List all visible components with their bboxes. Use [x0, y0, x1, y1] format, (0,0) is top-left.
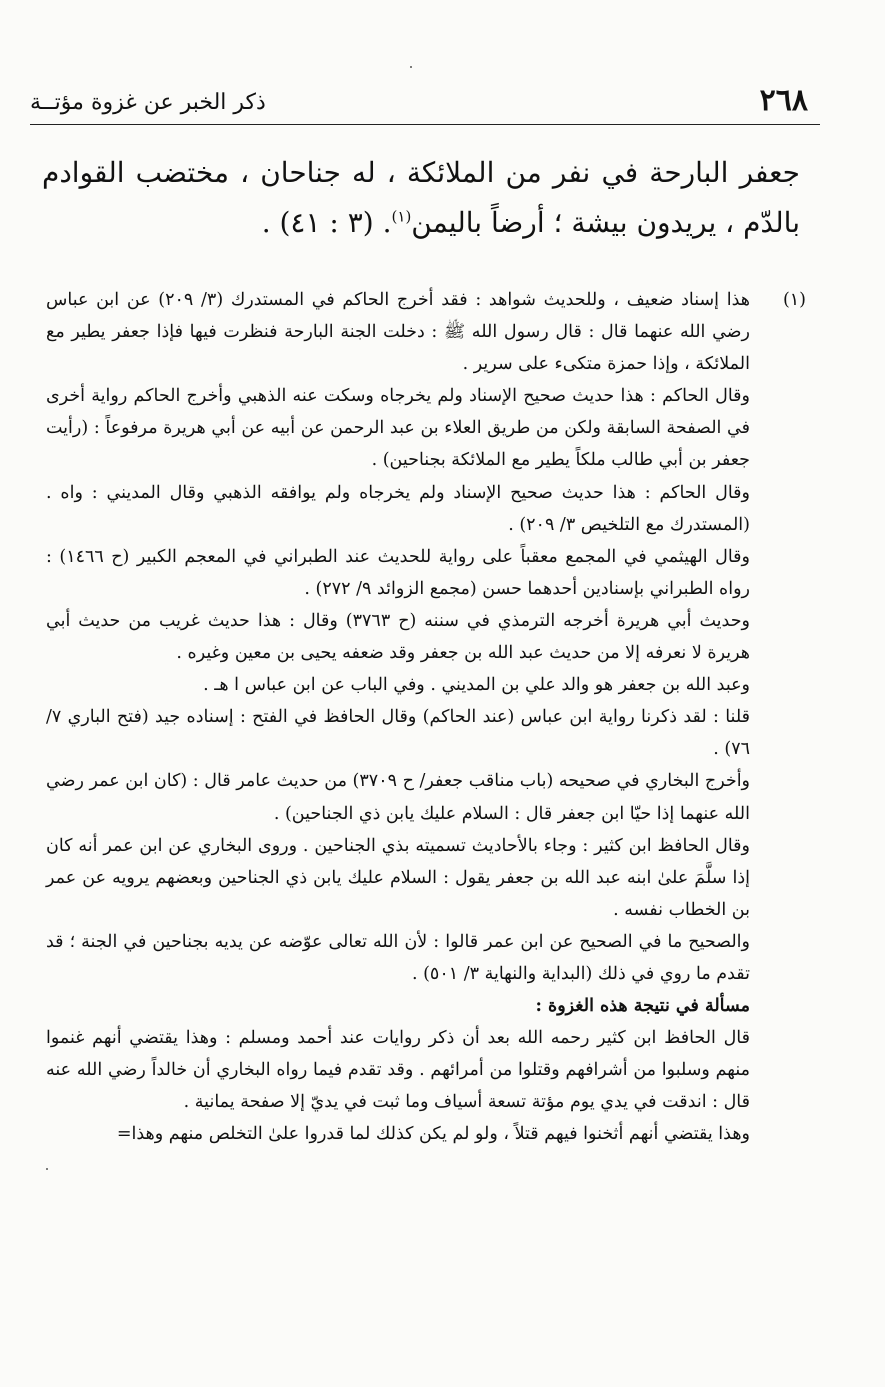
- footnote-paragraph: وقال الحاكم : هذا حديث صحيح الإسناد ولم يخرجاه وسكت عنه الذهبي وأخرج الحاكم رواية أخرى في الصفحة السابقة ولكن من طريق العلاء بن عبد الرحمن عن أبيه عن أبي هريرة مرفوعاً : (رأيت جعفر بن أبي طالب ملكاً يطير مع الملائكة بجناحين) .: [46, 386, 750, 471]
- footnote-paragraph: وهذا يقتضي أنهم أثخنوا فيهم قتلاً ، ولو لم يكن كذلك لما قدروا علىٰ التخلص منهم وهذا=: [116, 1124, 750, 1145]
- header-rule: [30, 124, 820, 125]
- footnote-section-title: مسألة في نتيجة هذه الغزوة :: [535, 996, 750, 1017]
- running-title: ذكر الخبر عن غزوة مؤتــة: [30, 90, 266, 115]
- footnote-reference: (١): [391, 207, 412, 226]
- scan-speck: [46, 1168, 48, 1170]
- main-paragraph: [42, 148, 800, 248]
- footnote-paragraph: هذا إسناد ضعيف ، وللحديث شواهد : فقد أخرج الحاكم في المستدرك (٣/ ٢٠٩) عن ابن عباس رضي الله عنهما قال : قال رسول الله ﷺ : دخلت الجنة البارحة فنظرت فيها فإذا جعفر يطير مع الملائكة ، وإذا حمزة متكىء على سرير .: [46, 290, 750, 375]
- footnote-paragraph: وعبد الله بن جعفر هو والد علي بن المديني . وفي الباب عن ابن عباس ا هـ .: [203, 675, 750, 696]
- footnote-body: [46, 284, 750, 1151]
- footnote-paragraph: وقال الهيثمي في المجمع معقباً على رواية للحديث عند الطبراني في المعجم الكبير (ح ١٤٦٦) : رواه الطبراني بإسنادين أحدهما حسن (مجمع الزوائد ٩/ ٢٧٢) .: [46, 546, 750, 599]
- main-paragraph-text: جعفر البارحة في نفر من الملائكة ، له جناحان ، مختضب القوادم بالدّم ، يريدون بيشة ؛ أرضاً باليمن: [42, 156, 800, 239]
- main-text: [42, 148, 800, 248]
- footnote-paragraph: وحديث أبي هريرة أخرجه الترمذي في سننه (ح ٣٧٦٣) وقال : هذا حديث غريب من حديث أبي هريرة لا نعرفه إلا من حديث عبد الله بن جعفر وقد ضعفه يحيى بن معين وغيره .: [46, 610, 751, 664]
- footnotes: [46, 284, 806, 1151]
- footnote-number: (١): [782, 290, 806, 310]
- footnote-paragraph: قال الحافظ ابن كثير رحمه الله بعد أن ذكر روايات عند أحمد ومسلم : وهذا يقتضي أنهم غنموا منهم وسلبوا من أشرافهم وقتلوا من أمرائهم . وقد تقدم فيما رواه البخاري أن خالداً رضي الله عنه قال : اندقت في يدي يوم مؤتة تسعة أسياف وما ثبت في يديّ إلا صفحة يمانية .: [46, 1028, 750, 1113]
- scan-speck: [410, 66, 412, 68]
- footnote-paragraph: وقال الحاكم : هذا حديث صحيح الإسناد ولم يخرجاه ولم يوافقه الذهبي وقال المديني : واه . (المستدرك مع التلخيص ٣/ ٢٠٩) .: [46, 482, 750, 535]
- footnote-paragraph: وقال الحافظ ابن كثير : وجاء بالأحاديث تسميته بذي الجناحين . وروى البخاري عن ابن عمر أنه كان إذا سلَّمَ علىٰ ابنه عبد الله بن جعفر يقول : السلام عليك يابن ذي الجناحين وبعضهم يرويه عن عمر بن الخطاب نفسه .: [46, 835, 750, 920]
- main-citation: . (٣ : ٤١) .: [261, 206, 392, 239]
- page-header: [30, 84, 820, 124]
- footnote-paragraph: وأخرج البخاري في صحيحه (باب مناقب جعفر/ ح ٣٧٠٩) من حديث عامر قال : (كان ابن عمر رضي الله عنهما إذا حيّا ابن جعفر قال : السلام عليك يابن ذي الجناحين) .: [46, 771, 751, 824]
- footnote-paragraph: قلنا : لقد ذكرنا رواية ابن عباس (عند الحاكم) وقال الحافظ في الفتح : إسناده جيد (فتح الباري ٧/ ٧٦) .: [46, 707, 750, 760]
- footnote-paragraph: والصحيح ما في الصحيح عن ابن عمر قالوا : لأن الله تعالى عوّضه عن يديه بجناحين في الجنة ؛ قد تقدم ما روي في ذلك (البداية والنهاية ٣/ ٥٠١) .: [46, 931, 750, 984]
- page-number: ٢٦٨: [759, 83, 808, 118]
